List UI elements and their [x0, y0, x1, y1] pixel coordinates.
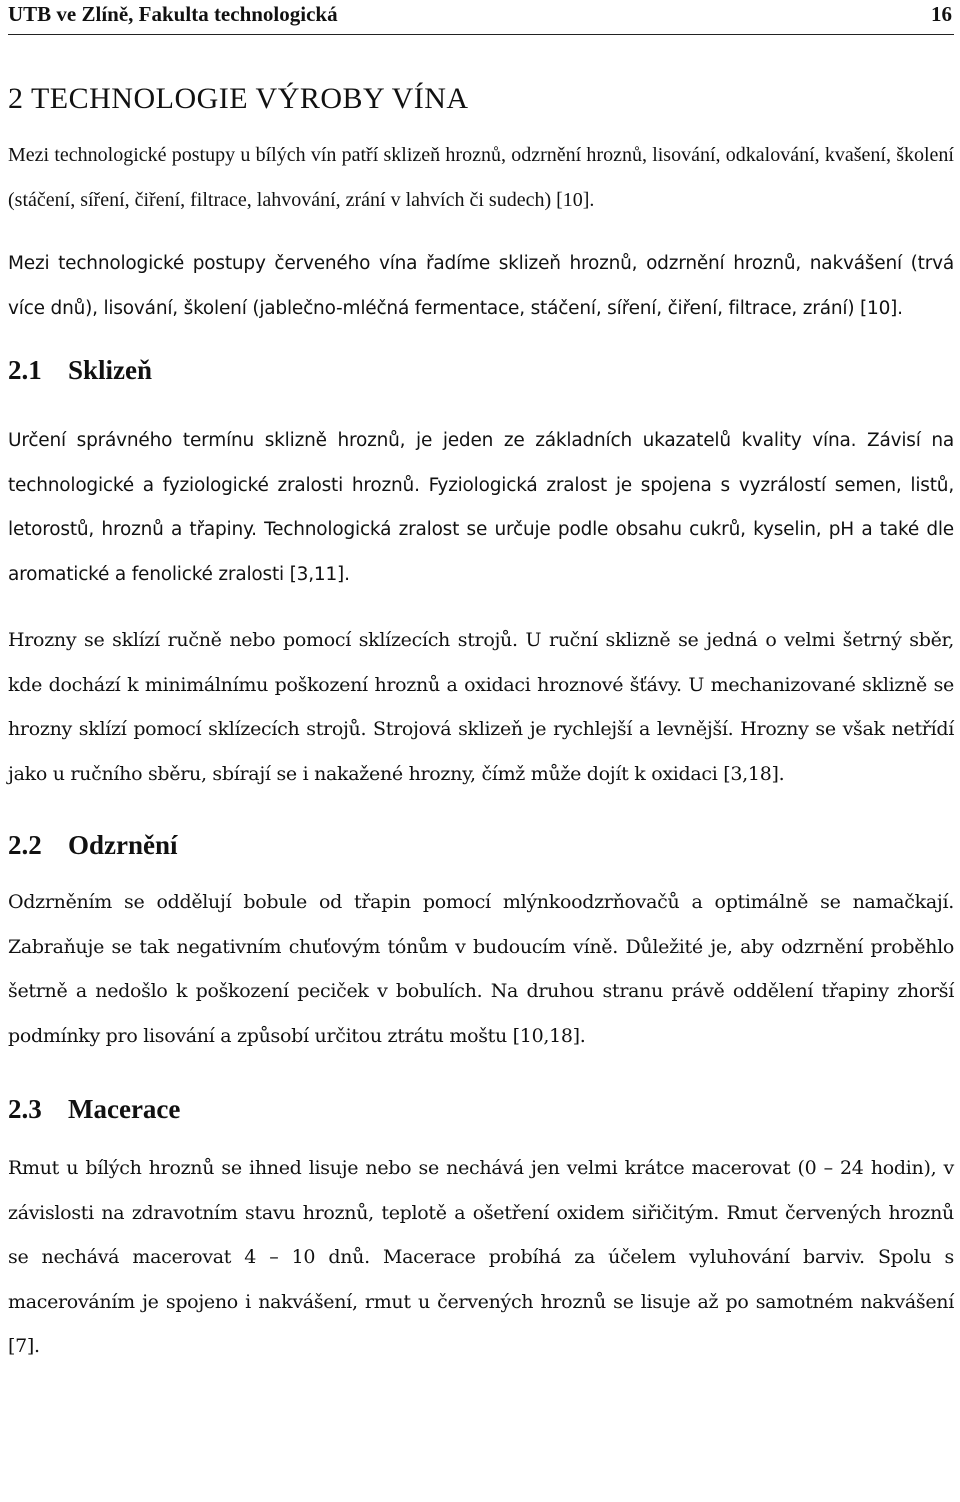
header-title: UTB ve Zlíně, Fakultа technologická [8, 2, 338, 26]
section-number: 2.3 [8, 1094, 42, 1124]
odzrneni-paragraph-1: Odzrněním se oddělují bobule od třapin pomocí mlýnkoodzrňovačů a optimálně se namačkají. Zabraňuje se tak negativním chuťovým tónům v budoucím víně. Důležité je, aby odzrnění proběhlo šetrně a nedošlo k poškození peciček v bobulích. Na druhou stranu právě oddělení třapiny zhorší podmínky pro lisování a způsobí určitou ztrátu moštu [10,18]. [8, 891, 954, 1047]
chapter-paragraph-1: Mezi technologické postupy u bílých vín patří sklizeň hroznů, odzrnění hroznů, lisování, odkalování, kvašení, školení (stáčení, síření, čiření, filtrace, lahvování, zrání v lahvích či sudech) [10]. [8, 144, 954, 211]
page-header [8, 0, 954, 35]
document-page [8, 0, 954, 1369]
page-number: 16 [931, 2, 952, 26]
section-title: Odzrnění [68, 830, 178, 860]
section-number: 2.1 [8, 355, 42, 385]
section-heading-sklizen [8, 352, 954, 388]
chapter-heading: 2 TECHNOLOGIE VÝROBY VÍNA [8, 82, 469, 115]
macerace-paragraph-1: Rmut u bílých hroznů se ihned lisuje nebo se nechává jen velmi krátce macerovat (0 – 24 hodin), v závislosti na zdravotním stavu hroznů, teplotě a ošetření oxidem siřičitým. Rmut červených hroznů se nechává macerovat 4 – 10 dnů. Macerace probíhá za účelem vyluhování barviv. Spolu s macerováním je spojeno i nakvášení, rmut u červených hroznů se lisuje až po samotném nakvášení [7]. [8, 1157, 954, 1357]
sklizen-paragraph-2: Hrozny se sklízí ručně nebo pomocí sklízecích strojů. U ruční sklizně se jedná o velmi šetrný sběr, kde dochází k minimálnímu poškození hroznů a oxidaci hroznové šťávy. U mechanizované sklizně se hrozny sklízí pomocí sklízecích strojů. Strojová sklizeň je rychlejší a levnější. Hrozny se však netřídí jako u ručního sběru, sbírají se i nakažené hrozny, čímž může dojít k oxidaci [3,18]. [8, 629, 954, 785]
section-title: Sklizeň [68, 355, 153, 385]
section-number: 2.2 [8, 830, 42, 860]
sklizen-paragraph-1: Určení správného termínu sklizně hroznů, je jeden ze základních ukazatelů kvality vína. Závisí na technologické a fyziologické zralosti hroznů. Fyziologická zralost je spojena s vyzrálostí semen, listů, letorostů, hroznů a třapiny. Technologická zralost se určuje podle obsahu cukrů, kyselin, pH a také dle aromatické a fenolické zralosti [3,11]. [8, 430, 954, 585]
section-heading-macerace [8, 1091, 954, 1127]
chapter-paragraph-2: Mezi technologické postupy červeného vína řadíme sklizeň hroznů, odzrnění hroznů, nakvášení (trvá více dnů), lisování, školení (jablečno-mléčná fermentace, stáčení, síření, čiření, filtrace, zrání) [10]. [8, 253, 954, 319]
section-heading-odzrneni [8, 827, 954, 863]
section-title: Macerace [68, 1094, 181, 1124]
